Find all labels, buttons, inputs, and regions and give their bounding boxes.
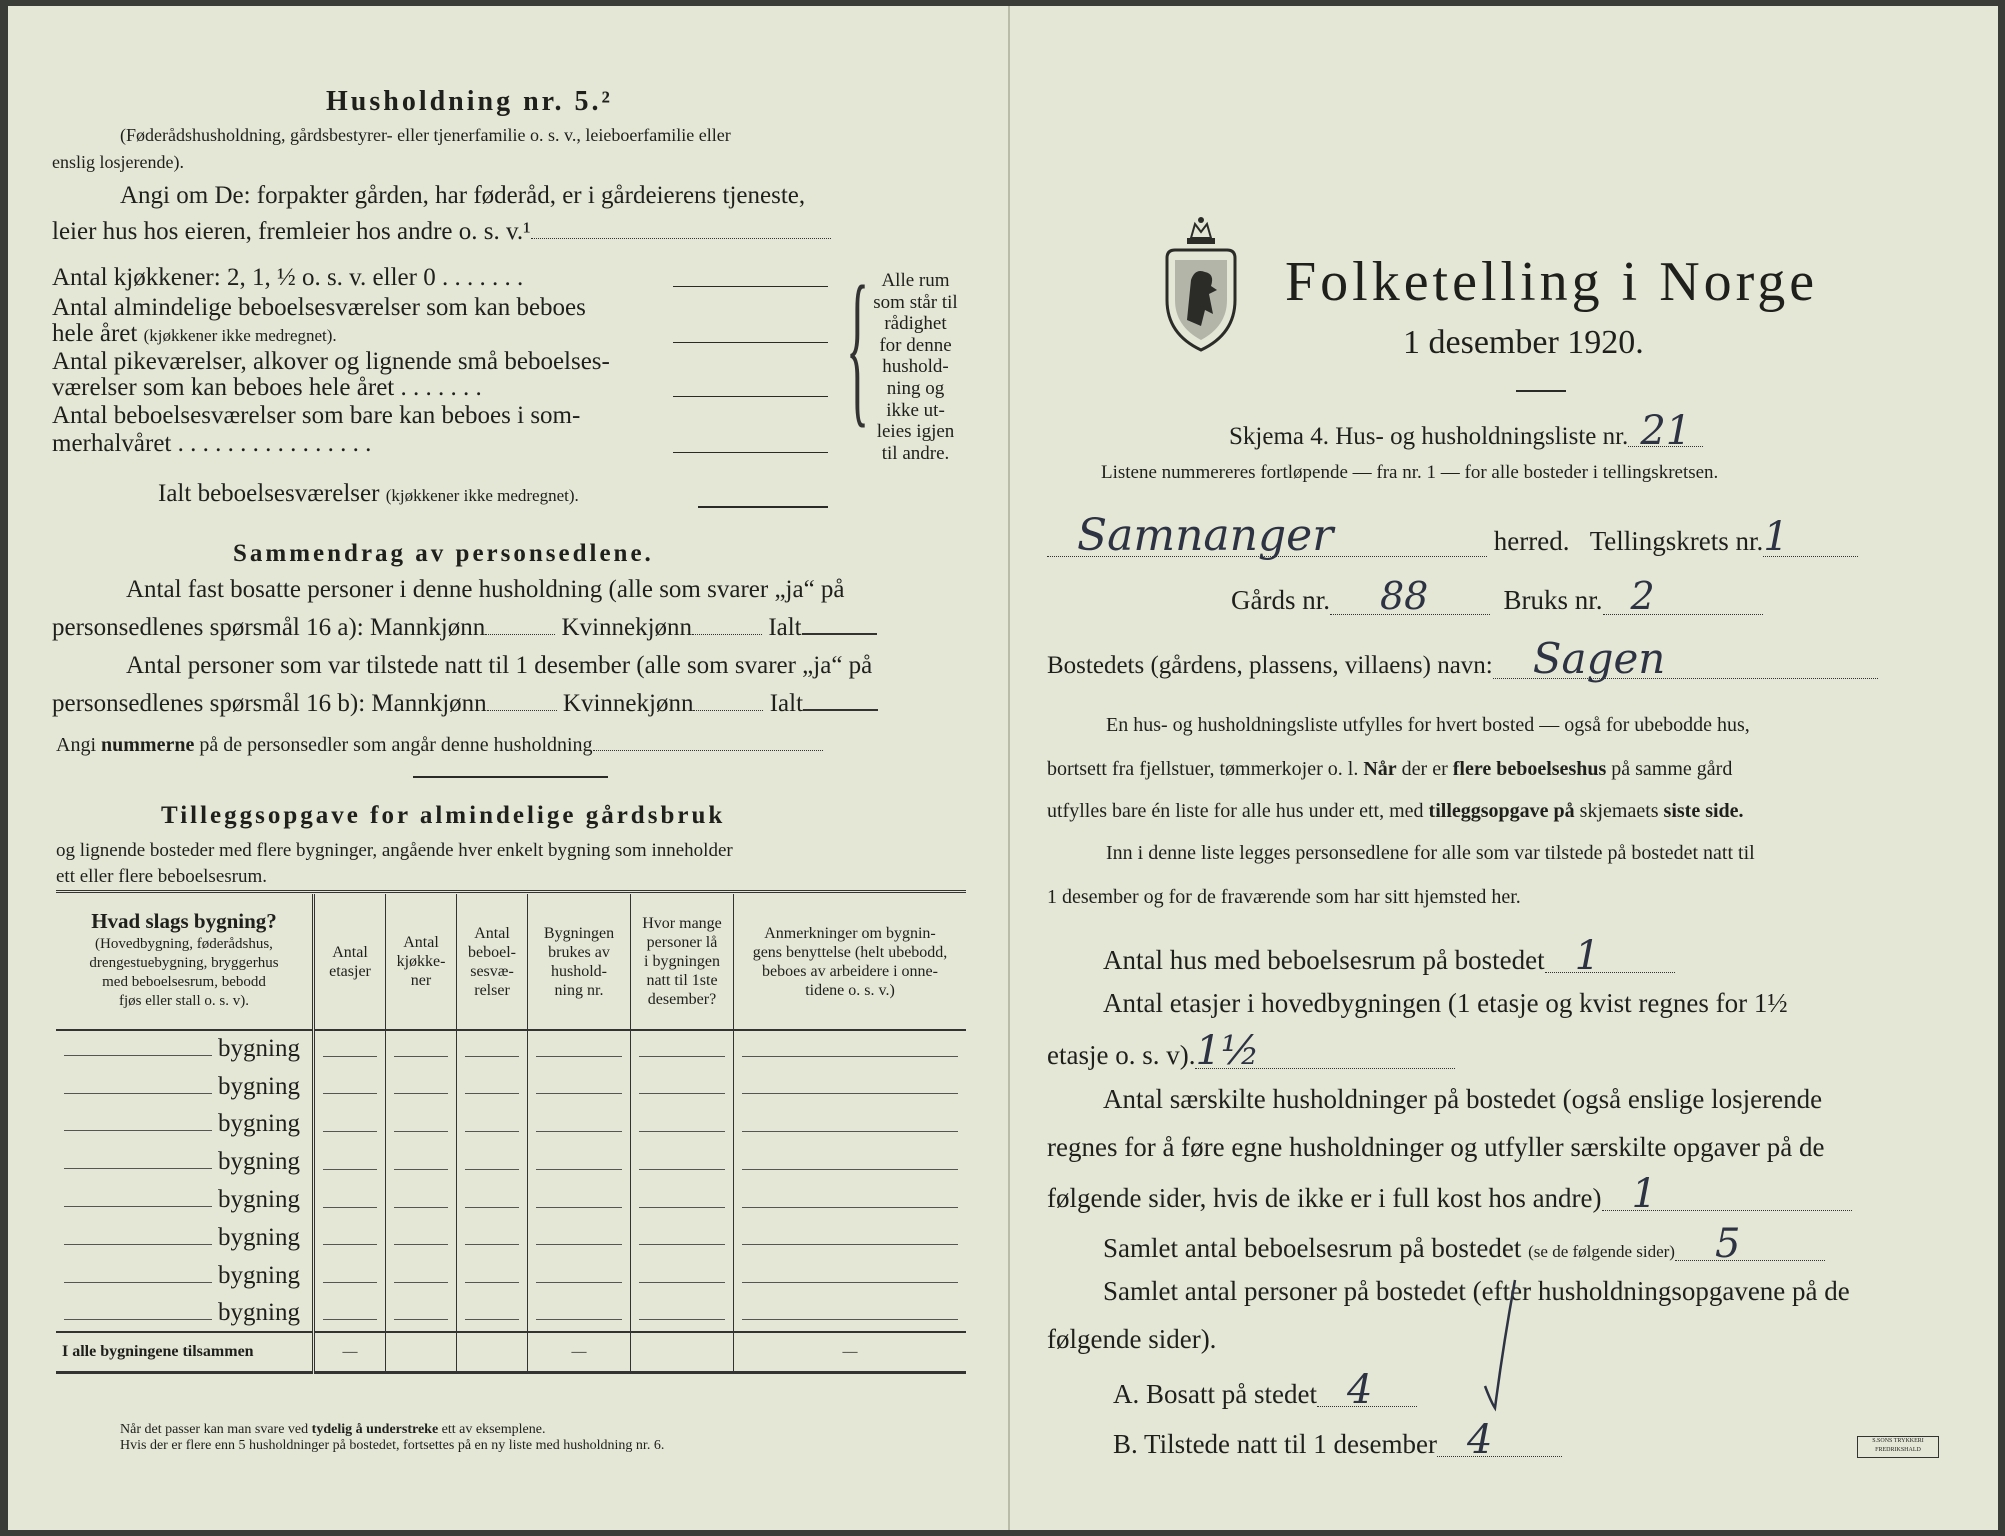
building-cell-4[interactable] bbox=[528, 1181, 631, 1219]
cell-line bbox=[323, 1193, 377, 1208]
present-male-field[interactable] bbox=[487, 710, 557, 711]
cell-line bbox=[465, 1193, 519, 1208]
cell-line bbox=[742, 1193, 958, 1208]
building-label: bygning bbox=[218, 1261, 300, 1289]
q-hush-2: regnes for å føre egne husholdninger og utfyller særskilte opgaver på de bbox=[1047, 1132, 1825, 1162]
buildings-header-text: gens benyttelse (helt ubebodd, bbox=[752, 943, 948, 961]
cell-line bbox=[465, 1268, 519, 1283]
cell-line bbox=[465, 1230, 519, 1245]
summary-present-1: Antal personer som var tilstede natt til 1 desember (alle som svarer „ja“ på bbox=[126, 652, 873, 679]
building-type-field[interactable] bbox=[64, 1168, 212, 1169]
buildings-header-col-2 bbox=[386, 894, 457, 1030]
building-type-cell[interactable] bbox=[56, 1068, 314, 1106]
footnote-1: Når det passer kan man svare ved tydelig å understreke ett av eksemplene. bbox=[120, 1422, 546, 1437]
building-cell-2[interactable] bbox=[386, 1257, 457, 1295]
cell-line bbox=[742, 1305, 958, 1320]
building-label: bygning bbox=[218, 1186, 300, 1214]
building-type-field[interactable] bbox=[64, 1244, 212, 1245]
building-cell-4[interactable] bbox=[528, 1295, 631, 1333]
cell-line bbox=[536, 1117, 622, 1132]
question-status-2: leier hus hos eieren, fremleier hos andre o. s. v.¹ bbox=[52, 218, 831, 246]
total-husholdning: — bbox=[528, 1332, 631, 1372]
present-total-field[interactable] bbox=[803, 709, 878, 711]
rooms-small-b: værelser som kan beboes hele året . . . . . . . bbox=[52, 374, 482, 401]
census-sheet bbox=[8, 6, 1998, 1530]
q-rum: Samlet antal beboelsesrum på bostedet (se de følgende sider) 5 bbox=[1103, 1228, 1825, 1264]
rooms-summer-b: merhalvåret . . . . . . . . . . . . . . . . bbox=[52, 430, 372, 457]
farm-subtitle-1: og lignende bosteder med flere bygninger, angående hver enkelt bygning som inneholder bbox=[56, 840, 733, 861]
cell-line bbox=[394, 1305, 448, 1320]
building-type-cell[interactable] bbox=[56, 1106, 314, 1144]
buildings-header-text: natt til 1ste bbox=[646, 972, 718, 989]
cell-line bbox=[742, 1268, 958, 1283]
cell-line bbox=[639, 1230, 725, 1245]
building-cell-5[interactable] bbox=[631, 1068, 734, 1106]
building-cell-1[interactable] bbox=[314, 1030, 386, 1068]
tilstede-field[interactable]: 4 bbox=[1437, 1424, 1562, 1457]
building-cell-2[interactable] bbox=[386, 1106, 457, 1144]
schema-line: Skjema 4. Hus- og husholdningsliste nr. 21 bbox=[1229, 416, 1703, 451]
resident-female-field[interactable] bbox=[692, 634, 762, 635]
rum-field[interactable]: 5 bbox=[1675, 1228, 1825, 1261]
household-title: Husholdning nr. 5.² bbox=[326, 86, 613, 117]
info-2: bortsett fra fjellstuer, tømmerkojer o. l. Når der er flere beboelseshus på samme gård bbox=[1047, 758, 1733, 780]
household-intro: (Føderådshusholdning, gårdsbestyrer- eller tjenerfamilie o. s. v., leieboerfamilie eller bbox=[120, 125, 731, 145]
building-cell-3[interactable] bbox=[457, 1143, 528, 1181]
farm-subtitle-2: ett eller flere beboelsesrum. bbox=[56, 866, 268, 887]
herred-line: Samnanger herred. Tellingskrets nr.1 bbox=[1047, 516, 1858, 557]
buildings-row bbox=[56, 1106, 966, 1144]
buildings-header-col-0 bbox=[56, 894, 314, 1030]
cell-line bbox=[394, 1268, 448, 1283]
cell-line bbox=[465, 1079, 519, 1094]
building-cell-4[interactable] bbox=[528, 1030, 631, 1068]
buildings-header-text: hushold- bbox=[551, 962, 607, 980]
cell-line bbox=[536, 1042, 622, 1057]
building-cell-1[interactable] bbox=[314, 1106, 386, 1144]
census-date: 1 desember 1920. bbox=[1403, 324, 1644, 361]
building-type-field[interactable] bbox=[64, 1093, 212, 1094]
total-anmerkninger: — bbox=[734, 1332, 967, 1372]
building-cell-1[interactable] bbox=[314, 1295, 386, 1333]
building-cell-1[interactable] bbox=[314, 1219, 386, 1257]
building-type-cell[interactable] bbox=[56, 1143, 314, 1181]
buildings-table bbox=[56, 894, 966, 1374]
present-female-field[interactable] bbox=[693, 710, 763, 711]
buildings-header bbox=[56, 894, 966, 1030]
cell-line bbox=[639, 1117, 725, 1132]
building-cell-6[interactable] bbox=[734, 1068, 967, 1106]
building-cell-2[interactable] bbox=[386, 1181, 457, 1219]
rooms-ordinary-field[interactable] bbox=[673, 342, 828, 343]
buildings-header-text: Bygningen bbox=[543, 924, 615, 942]
rooms-summer-a: Antal beboelsesværelser som bare kan beboes i som- bbox=[52, 402, 581, 429]
numbers-field[interactable] bbox=[593, 750, 823, 751]
building-cell-1[interactable] bbox=[314, 1068, 386, 1106]
summary-present-2: personsedlenes spørsmål 16 b): Mannkjønn Kvinnekjønn Ialt bbox=[52, 690, 878, 718]
building-cell-1[interactable] bbox=[314, 1257, 386, 1295]
buildings-header-text: sesvæ- bbox=[470, 962, 514, 980]
resident-total-field[interactable] bbox=[802, 633, 877, 635]
building-label: bygning bbox=[218, 1148, 300, 1176]
buildings-header-text: Hvor mange bbox=[642, 915, 722, 932]
building-cell-6[interactable] bbox=[734, 1257, 967, 1295]
buildings-header-col-4 bbox=[528, 894, 631, 1030]
buildings-row bbox=[56, 1219, 966, 1257]
cell-line bbox=[639, 1042, 725, 1057]
building-type-field[interactable] bbox=[64, 1130, 212, 1131]
date-rule bbox=[1516, 390, 1566, 392]
bosted-line: Bostedets (gårdens, plassens, villaens) navn: Sagen bbox=[1047, 640, 1878, 680]
buildings-row bbox=[56, 1295, 966, 1333]
building-cell-6[interactable] bbox=[734, 1143, 967, 1181]
building-cell-2[interactable] bbox=[386, 1295, 457, 1333]
buildings-header-text: Antal bbox=[332, 943, 368, 961]
building-type-field[interactable] bbox=[64, 1319, 212, 1320]
cell-line bbox=[323, 1305, 377, 1320]
building-cell-5[interactable] bbox=[631, 1143, 734, 1181]
rooms-ordinary-a: Antal almindelige beboelsesværelser som kan beboes bbox=[52, 294, 586, 321]
household-intro-2: enslig losjerende). bbox=[52, 152, 184, 172]
building-cell-1[interactable] bbox=[314, 1181, 386, 1219]
side-note-line: til andre. bbox=[881, 442, 950, 464]
building-cell-5[interactable] bbox=[631, 1219, 734, 1257]
building-cell-4[interactable] bbox=[528, 1106, 631, 1144]
building-cell-3[interactable] bbox=[457, 1181, 528, 1219]
building-cell-3[interactable] bbox=[457, 1257, 528, 1295]
buildings-header-text: Antal bbox=[474, 924, 510, 942]
cell-line bbox=[639, 1193, 725, 1208]
brace: { bbox=[846, 253, 870, 444]
total-vaerelser[interactable] bbox=[457, 1332, 528, 1372]
bosatt-field[interactable]: 4 bbox=[1317, 1374, 1417, 1407]
building-type-cell[interactable] bbox=[56, 1030, 314, 1068]
q-hush-3: følgende sider, hvis de ikke er i full kost hos andre) 1 bbox=[1047, 1178, 1852, 1214]
side-note-line: Alle rum bbox=[881, 270, 950, 291]
coat-of-arms-icon bbox=[1161, 210, 1241, 365]
buildings-header-text: i bygningen bbox=[644, 953, 720, 970]
summary-resident-1: Antal fast bosatte personer i denne husholdning (alle som svarer „ja“ på bbox=[126, 576, 845, 603]
buildings-header-text: kjøkke- bbox=[396, 953, 446, 970]
cell-line bbox=[394, 1042, 448, 1057]
q-etasjer-2: etasje o. s. v).1½ bbox=[1047, 1034, 1455, 1071]
building-cell-2[interactable] bbox=[386, 1030, 457, 1068]
cell-line bbox=[639, 1305, 725, 1320]
building-cell-1[interactable] bbox=[314, 1143, 386, 1181]
hush-field[interactable]: 1 bbox=[1602, 1178, 1852, 1211]
building-cell-3[interactable] bbox=[457, 1068, 528, 1106]
buildings-header-text: Anmerkninger om bygnin- bbox=[764, 924, 936, 942]
building-label: bygning bbox=[218, 1223, 300, 1251]
building-cell-4[interactable] bbox=[528, 1219, 631, 1257]
building-label: bygning bbox=[218, 1298, 300, 1326]
buildings-header-text: desember? bbox=[647, 991, 717, 1008]
cell-line bbox=[742, 1042, 958, 1057]
cell-line bbox=[465, 1117, 519, 1132]
building-type-field[interactable] bbox=[64, 1282, 212, 1283]
rooms-small-field[interactable] bbox=[673, 396, 828, 397]
buildings-header-main: Hvad slags bygning? bbox=[91, 909, 277, 933]
buildings-header-text: ning nr. bbox=[554, 981, 604, 999]
buildings-header-text: drengestuebygning, bryggerhus bbox=[89, 955, 279, 971]
summary-resident-2: personsedlenes spørsmål 16 a): Mannkjønn Kvinnekjønn Ialt bbox=[52, 614, 877, 642]
buildings-row bbox=[56, 1257, 966, 1295]
buildings-header-col-6 bbox=[734, 894, 967, 1030]
side-note-line: hushold- bbox=[882, 356, 949, 378]
side-note-line: som står til bbox=[873, 291, 958, 313]
building-cell-4[interactable] bbox=[528, 1257, 631, 1295]
building-cell-4[interactable] bbox=[528, 1143, 631, 1181]
buildings-header-text: Antal bbox=[403, 934, 439, 951]
separator bbox=[413, 776, 608, 778]
cell-line bbox=[742, 1155, 958, 1170]
census-title: Folketelling i Norge bbox=[1285, 251, 1819, 313]
building-cell-2[interactable] bbox=[386, 1143, 457, 1181]
cell-line bbox=[394, 1117, 448, 1132]
right-page bbox=[1011, 6, 1998, 1530]
building-type-field[interactable] bbox=[64, 1055, 212, 1056]
building-label: bygning bbox=[218, 1072, 300, 1100]
rooms-ordinary-b: hele året (kjøkkener ikke medregnet). bbox=[52, 320, 337, 347]
list-number-field[interactable]: 21 bbox=[1628, 416, 1703, 447]
left-page bbox=[8, 6, 1010, 1530]
bruks-field[interactable]: 2 bbox=[1603, 578, 1763, 615]
farm-title: Tilleggsopgave for almindelige gårdsbruk bbox=[161, 802, 726, 829]
buildings-header-text: etasjer bbox=[329, 962, 371, 980]
summary-title: Sammendrag av personsedlene. bbox=[233, 540, 654, 567]
buildings-header-text: beboes av arbeidere i onne- bbox=[762, 962, 938, 980]
buildings-total-row bbox=[56, 1332, 966, 1372]
q-pers-1: Samlet antal personer på bostedet (efter husholdningsopgavene på de bbox=[1103, 1276, 1850, 1306]
q-tilstede: B. Tilstede natt til 1 desember 4 bbox=[1113, 1424, 1562, 1460]
side-note-line: leies igjen bbox=[876, 421, 955, 443]
building-type-cell[interactable] bbox=[56, 1181, 314, 1219]
hus-field[interactable]: 1 bbox=[1545, 940, 1675, 973]
building-cell-5[interactable] bbox=[631, 1295, 734, 1333]
printer-stamp: S.SONS TRYKKERI FREDRIKSHALD bbox=[1857, 1436, 1939, 1458]
cell-line bbox=[323, 1117, 377, 1132]
cell-line bbox=[323, 1155, 377, 1170]
cell-line bbox=[536, 1155, 622, 1170]
herred-field[interactable]: Samnanger bbox=[1047, 516, 1487, 557]
farm-table-top bbox=[56, 890, 966, 893]
cell-line bbox=[742, 1079, 958, 1094]
info-4: Inn i denne liste legges personsedlene for alle som var tilstede på bostedet natt til bbox=[1106, 842, 1755, 864]
cell-line bbox=[536, 1230, 622, 1245]
cell-line bbox=[394, 1230, 448, 1245]
side-note-line: rådighet bbox=[884, 313, 947, 335]
cell-line bbox=[465, 1305, 519, 1320]
building-label: bygning bbox=[218, 1035, 300, 1063]
total-etasjer: — bbox=[314, 1332, 386, 1372]
cell-line bbox=[639, 1079, 725, 1094]
buildings-header-col-5 bbox=[631, 894, 734, 1030]
cell-line bbox=[536, 1305, 622, 1320]
buildings-total-label: I alle bygningene tilsammen bbox=[56, 1332, 314, 1372]
cell-line bbox=[323, 1079, 377, 1094]
bosted-field[interactable]: Sagen bbox=[1493, 640, 1878, 679]
buildings-body bbox=[56, 1030, 966, 1332]
side-note-line: ning og bbox=[886, 377, 945, 399]
building-cell-6[interactable] bbox=[734, 1219, 967, 1257]
building-cell-3[interactable] bbox=[457, 1030, 528, 1068]
cell-line bbox=[394, 1193, 448, 1208]
building-cell-4[interactable] bbox=[528, 1068, 631, 1106]
cell-line bbox=[639, 1155, 725, 1170]
building-cell-3[interactable] bbox=[457, 1295, 528, 1333]
side-note-line: for denne bbox=[879, 334, 952, 356]
rooms-kitchens-field[interactable] bbox=[673, 286, 828, 287]
cell-line bbox=[323, 1268, 377, 1283]
building-cell-6[interactable] bbox=[734, 1030, 967, 1068]
q-hus: Antal hus med beboelsesrum på bostedet 1 bbox=[1103, 940, 1675, 976]
q-pers-2: følgende sider). bbox=[1047, 1324, 1217, 1354]
buildings-row bbox=[56, 1068, 966, 1106]
buildings-header-text: relser bbox=[474, 981, 510, 999]
buildings-header-text: fjøs eller stall o. s. v). bbox=[119, 993, 249, 1009]
building-cell-2[interactable] bbox=[386, 1068, 457, 1106]
rooms-summer-field[interactable] bbox=[673, 452, 828, 453]
buildings-header-text: beboel- bbox=[468, 943, 516, 961]
building-type-cell[interactable] bbox=[56, 1219, 314, 1257]
buildings-header-col-1 bbox=[314, 894, 386, 1030]
status-field[interactable] bbox=[531, 238, 831, 239]
total-kjokkener[interactable] bbox=[386, 1332, 457, 1372]
footnote-2: Hvis der er flere enn 5 husholdninger på bostedet, fortsettes på en ny liste med husholdning nr. 6. bbox=[120, 1438, 665, 1453]
rooms-small-a: Antal pikeværelser, alkover og lignende små beboelses- bbox=[52, 348, 610, 375]
building-type-cell[interactable] bbox=[56, 1295, 314, 1333]
cell-line bbox=[639, 1268, 725, 1283]
buildings-header-text: med beboelsesrum, bebodd bbox=[102, 974, 266, 990]
building-cell-5[interactable] bbox=[631, 1106, 734, 1144]
cell-line bbox=[394, 1079, 448, 1094]
building-cell-2[interactable] bbox=[386, 1219, 457, 1257]
buildings-row bbox=[56, 1181, 966, 1219]
building-cell-5[interactable] bbox=[631, 1257, 734, 1295]
cell-line bbox=[536, 1268, 622, 1283]
gards-field[interactable]: 88 bbox=[1330, 578, 1490, 615]
side-note-line: ikke ut- bbox=[886, 399, 945, 421]
buildings-header-text: (Hovedbygning, føderådshus, bbox=[95, 936, 273, 952]
buildings-header-col-3 bbox=[457, 894, 528, 1030]
buildings-header-text: brukes av bbox=[548, 943, 610, 961]
question-status-1: Angi om De: forpakter gården, har føderåd, er i gårdeierens tjeneste, bbox=[120, 182, 806, 209]
cell-line bbox=[742, 1230, 958, 1245]
buildings-header-text: ner bbox=[410, 972, 432, 989]
rooms-total: Ialt beboelsesværelser (kjøkkener ikke medregnet). bbox=[158, 480, 579, 507]
building-type-field[interactable] bbox=[64, 1206, 212, 1207]
building-type-cell[interactable] bbox=[56, 1257, 314, 1295]
building-cell-5[interactable] bbox=[631, 1030, 734, 1068]
checkmark-icon bbox=[1481, 1276, 1521, 1416]
buildings-header-text: personer lå bbox=[646, 934, 718, 951]
buildings-row bbox=[56, 1143, 966, 1181]
numbering-note: Listene nummereres fortløpende — fra nr. 1 — for alle bosteder i tellingskretsen. bbox=[1101, 462, 1719, 483]
summary-numbers: Angi nummerne på de personsedler som angår denne husholdning bbox=[56, 734, 823, 757]
building-cell-3[interactable] bbox=[457, 1106, 528, 1144]
building-cell-6[interactable] bbox=[734, 1106, 967, 1144]
cell-line bbox=[323, 1230, 377, 1245]
cell-line bbox=[536, 1193, 622, 1208]
rooms-total-field[interactable] bbox=[698, 506, 828, 508]
rooms-kitchens: Antal kjøkkener: 2, 1, ½ o. s. v. eller 0 . . . . . . . bbox=[52, 264, 524, 291]
q-bosatt: A. Bosatt på stedet 4 bbox=[1113, 1374, 1417, 1410]
buildings-row bbox=[56, 1030, 966, 1068]
building-cell-6[interactable] bbox=[734, 1295, 967, 1333]
building-cell-6[interactable] bbox=[734, 1181, 967, 1219]
etasjer-field[interactable]: 1½ bbox=[1195, 1034, 1455, 1069]
info-1: En hus- og husholdningsliste utfylles for hvert bosted — også for ubebodde hus, bbox=[1106, 714, 1750, 736]
resident-male-field[interactable] bbox=[485, 634, 555, 635]
info-5: 1 desember og for de fraværende som har sitt hjemsted her. bbox=[1047, 886, 1521, 908]
q-hush-1: Antal særskilte husholdninger på bostedet (også enslige losjerende bbox=[1103, 1084, 1823, 1114]
q-etasjer-1: Antal etasjer i hovedbygningen (1 etasje og kvist regnes for 1½ bbox=[1103, 988, 1788, 1018]
building-cell-5[interactable] bbox=[631, 1181, 734, 1219]
info-3: utfylles bare én liste for alle hus under ett, med tilleggsopgave på skjemaets siste side. bbox=[1047, 800, 1744, 822]
building-cell-3[interactable] bbox=[457, 1219, 528, 1257]
rooms-side-note bbox=[863, 270, 968, 464]
buildings-header-text: tidene o. s. v.) bbox=[805, 981, 895, 999]
cell-line bbox=[742, 1117, 958, 1132]
gards-line: Gårds nr. 88 Bruks nr. 2 bbox=[1231, 578, 1763, 616]
krets-field[interactable]: 1 bbox=[1763, 518, 1858, 557]
cell-line bbox=[465, 1042, 519, 1057]
total-personer[interactable] bbox=[631, 1332, 734, 1372]
cell-line bbox=[394, 1155, 448, 1170]
building-label: bygning bbox=[218, 1110, 300, 1138]
cell-line bbox=[465, 1155, 519, 1170]
cell-line bbox=[536, 1079, 622, 1094]
cell-line bbox=[323, 1042, 377, 1057]
